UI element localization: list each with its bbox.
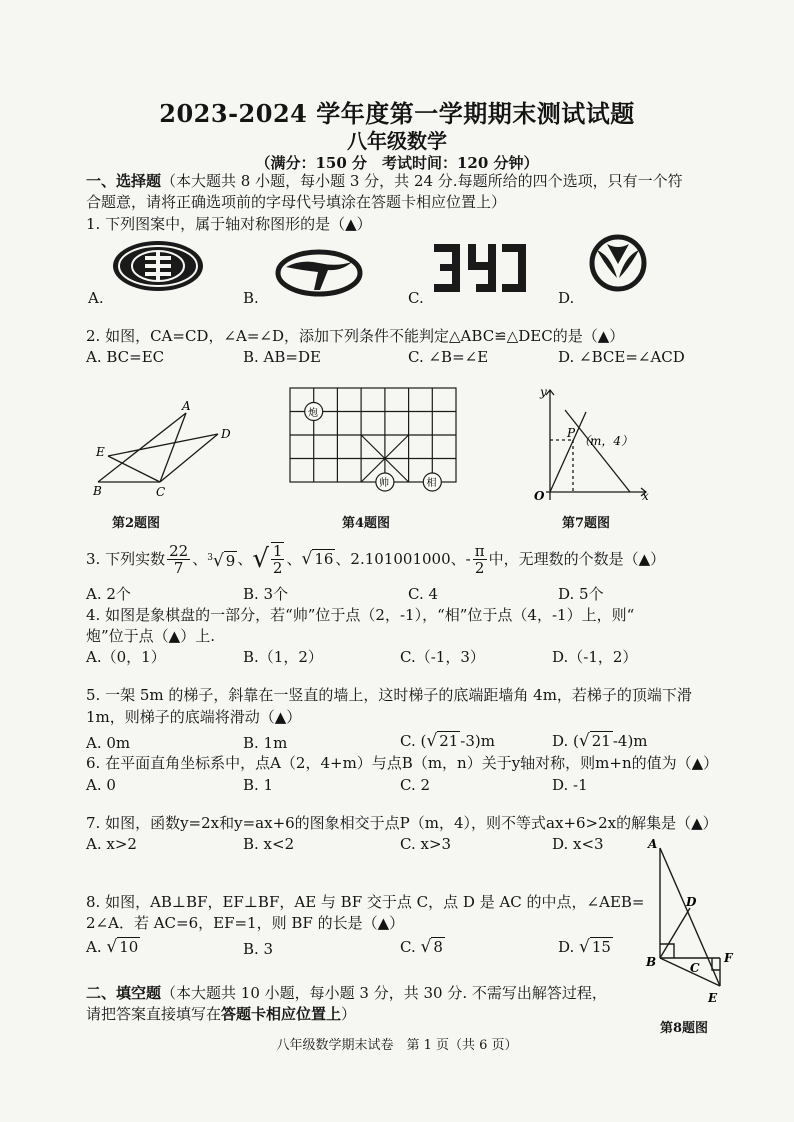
q3-cube-root: $^3$√ 9 xyxy=(207,550,236,571)
q3-stem-pre: 3. 下列实数 xyxy=(86,550,166,568)
fig2-label-c: C xyxy=(156,485,166,499)
q8-line1: 8. 如图，AB⊥BF，EF⊥BF，AE 与 BF 交于点 C，点 D 是 AC 的中点，∠AEB= xyxy=(86,893,645,911)
fig8-label-f: F xyxy=(724,951,733,965)
section2-desc xyxy=(86,983,607,1003)
logo-c-image xyxy=(432,240,532,296)
q8-option-b: B. 3 xyxy=(243,940,274,958)
logo-a-image xyxy=(112,240,204,292)
q3-fraction-22-7: $\frac{22}{7}$ xyxy=(169,541,189,577)
q7-option-b: B. x<2 xyxy=(243,835,295,853)
q1-option-c: C. xyxy=(408,289,424,307)
fig4-caption: 第4题图 xyxy=(342,516,391,531)
fig7-label-y: y xyxy=(540,385,547,399)
section1-label: 一、选择题 xyxy=(86,172,162,190)
q3-stem-mid: 、2.101001000、 xyxy=(335,550,466,568)
fig7-label-x: x xyxy=(642,489,649,503)
fig7-label-o: O xyxy=(534,489,545,503)
fig8-label-d: D xyxy=(686,895,697,909)
figure-2 xyxy=(88,398,248,502)
q5-option-a: A. 0m xyxy=(86,734,131,752)
q4-option-c: C.（-1，3） xyxy=(400,648,485,666)
q4-option-b: B.（1，2） xyxy=(243,648,323,666)
fig8-label-b: B xyxy=(646,955,657,969)
q3-stem: 3. 下列实数 $\frac{22}{7}$ 、 $^3$√ 9 、 √ $\frac{1}{2}$ 、 √ 16 、2.101001000、 - $\frac{\pi}{2}$ 中，无理数的个数是（▲） xyxy=(86,541,666,577)
fig8-label-a: A xyxy=(648,837,658,851)
q6-option-a: A. 0 xyxy=(86,776,116,794)
fig2-label-a: A xyxy=(182,399,191,413)
q8-option-a: A. √ 10 xyxy=(86,937,139,957)
fig4-piece-xiang: 相 xyxy=(426,478,437,489)
q3-sqrt-half: √ $\frac{1}{2}$ xyxy=(252,542,283,577)
q1-stem: 1. 下列图案中，属于轴对称图形的是（▲） xyxy=(86,215,372,233)
page-subtitle: 八年级数学 xyxy=(347,129,447,153)
fig7-label-coord: （m，4） xyxy=(578,434,634,448)
fig2-label-e: E xyxy=(96,445,105,459)
q1-option-b: B. xyxy=(243,289,259,307)
fig7-caption: 第7题图 xyxy=(562,516,611,531)
fig8-caption: 第8题图 xyxy=(660,1021,709,1036)
q5-option-d: D. (√ 21 -4)m xyxy=(552,731,648,751)
q5-option-c: C. (√ 21 -3)m xyxy=(400,731,495,751)
q7-option-d: D. x<3 xyxy=(552,835,604,853)
q8-option-d: D. √ 15 xyxy=(558,937,611,957)
q3-stem-post: 中，无理数的个数是（▲） xyxy=(488,550,666,568)
q3-option-b: B. 3个 xyxy=(243,585,289,603)
q1-option-d: D. xyxy=(558,289,575,307)
section2-label: 二、填空题 xyxy=(86,984,162,1002)
q7-option-c: C. x>3 xyxy=(400,835,452,853)
q2-stem: 2. 如图，CA=CD，∠A=∠D，添加下列条件不能判定△ABC≌△DEC的是（▲） xyxy=(86,327,625,345)
page-title: 2023-2024 学年度第一学期期末测试试题 xyxy=(159,99,635,128)
exam-meta: （满分：150 分 考试时间：120 分钟） xyxy=(255,154,539,172)
section1-desc xyxy=(86,171,683,191)
fig2-label-d: D xyxy=(221,427,231,441)
fig2-label-b: B xyxy=(93,484,102,498)
q2-option-d: D. ∠BCE=∠ACD xyxy=(558,348,685,366)
q8-option-c: C. √ 8 xyxy=(400,937,443,957)
page-footer: 八年级数学期末试卷 第 1 页（共 6 页） xyxy=(276,1038,518,1053)
fig8-label-e: E xyxy=(708,991,718,1005)
q5-line1: 5. 一架 5m 的梯子，斜靠在一竖直的墙上，这时梯子的底端距墙角 4m，若梯子的顶端下滑 xyxy=(86,686,692,704)
q3-option-d: D. 5个 xyxy=(558,585,604,603)
figure-7 xyxy=(528,382,658,504)
fig4-piece-pao: 炮 xyxy=(308,408,318,419)
q6-option-c: C. 2 xyxy=(400,776,431,794)
q1-option-a: A. xyxy=(88,289,104,307)
q3-fraction-pi-2: $\frac{\pi}{2}$ xyxy=(474,541,485,577)
q2-option-b: B. AB=DE xyxy=(243,348,321,366)
q4-line1: 4. 如图是象棋盘的一部分，若“帅”位于点（2，-1），“相”位于点（4，-1）上，则“ xyxy=(86,606,635,624)
q7-option-a: A. x>2 xyxy=(86,835,137,853)
fig7-label-p: P xyxy=(567,426,576,440)
q2-option-c: C. ∠B=∠E xyxy=(408,348,489,366)
section2-desc-line1: （本大题共 10 小题，每小题 3 分，共 30 分. 不需写出解答过程， xyxy=(161,984,607,1002)
q7-stem: 7. 如图，函数y=2x和y=ax+6的图象相交于点P（m，4），则不等式ax+6>2x的解集是（▲） xyxy=(86,814,718,832)
logo-b-image xyxy=(276,250,362,296)
q8-line2: 2∠A．若 AC=6，EF=1，则 BF 的长是（▲） xyxy=(86,914,405,932)
q6-stem: 6. 在平面直角坐标系中，点A（2，4+m）与点B（m，n）关于y轴对称，则m+n的值为（▲） xyxy=(86,754,719,772)
q3-neg-sign: - xyxy=(465,550,471,568)
section2-desc-line2: 请把答案直接填写在答题卡相应位置上） xyxy=(86,1005,357,1023)
q5-option-b: B. 1m xyxy=(243,734,288,752)
q6-option-d: D. -1 xyxy=(552,776,588,794)
q4-line2: 炮”位于点（▲）上. xyxy=(86,627,215,645)
q6-option-b: B. 1 xyxy=(243,776,274,794)
fig4-piece-shuai: 帅 xyxy=(379,478,389,489)
fig8-label-c: C xyxy=(690,961,700,975)
q3-option-c: C. 4 xyxy=(408,585,439,603)
q4-option-d: D.（-1，2） xyxy=(552,648,638,666)
figure-8 xyxy=(636,830,746,1016)
q4-option-a: A.（0，1） xyxy=(86,648,166,666)
section1-desc-line2: 合题意，请将正确选项前的字母代号填涂在答题卡相应位置上） xyxy=(86,193,507,211)
fig2-caption: 第2题图 xyxy=(112,516,161,531)
logo-d-image xyxy=(589,234,647,292)
q3-option-a: A. 2个 xyxy=(86,585,131,603)
q5-line2: 1m，则梯子的底端将滑动（▲） xyxy=(86,708,302,726)
figure-4 xyxy=(288,386,458,496)
q3-sqrt-16: √ 16 xyxy=(301,549,334,569)
section1-desc-line1: （本大题共 8 小题，每小题 3 分，共 24 分.每题所给的四个选项，只有一个符 xyxy=(161,172,683,190)
q2-option-a: A. BC=EC xyxy=(86,348,165,366)
